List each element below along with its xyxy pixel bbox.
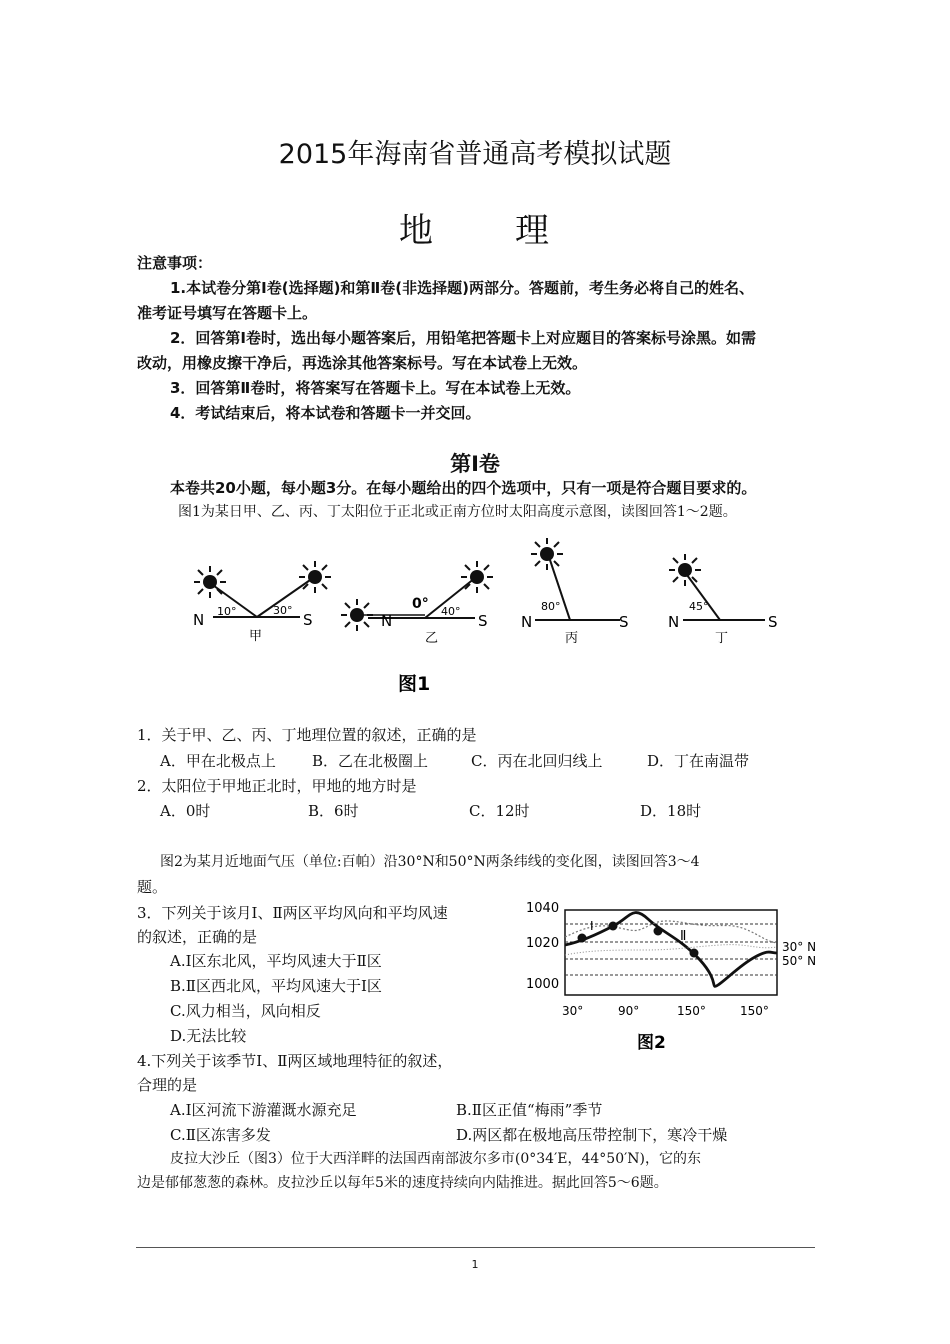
panel-label: 丙 — [565, 631, 579, 646]
q3-option-a: A.Ⅰ区东北风，平均风速大于Ⅱ区 — [170, 952, 382, 970]
north-label: N — [668, 613, 680, 631]
angle-label: 30° — [273, 604, 293, 617]
region-1-label: Ⅰ — [590, 919, 594, 933]
chart-frame — [565, 910, 777, 995]
sun-icon — [341, 599, 373, 631]
data-point — [578, 934, 587, 943]
south-label: S — [768, 613, 778, 631]
panel-label: 甲 — [249, 629, 263, 644]
sun-icon — [194, 566, 226, 598]
q2-option-d: D．18时 — [640, 802, 702, 820]
panel-label: 乙 — [425, 631, 439, 646]
figure2-chart — [520, 895, 830, 1060]
q3-option-b: B.Ⅱ区西北风，平均风速大于Ⅰ区 — [170, 977, 382, 995]
north-label: N — [381, 612, 393, 630]
page-title: 2015年海南省普通高考模拟试题 — [278, 139, 672, 170]
q1-option-c: C．丙在北回归线上 — [471, 752, 603, 770]
north-label: N — [521, 613, 533, 631]
q4-option-d: D.两区都在极地高压带控制下，寒冷干燥 — [456, 1126, 728, 1144]
section-title: 第Ⅰ卷 — [450, 452, 500, 476]
figure1-intro: 图1为某日甲、乙、丙、丁太阳位于正北或正南方位时太阳高度示意图，读图回答1～2题。 — [178, 504, 737, 520]
figure1-panel-yi — [341, 561, 493, 646]
question-4: 4.下列关于该季节Ⅰ、Ⅱ两区域地理特征的叙述， — [137, 1052, 453, 1070]
notice-line: 3．回答第Ⅱ卷时，将答案写在答题卡上。写在本试卷上无效。 — [170, 379, 581, 397]
question-1: 1．关于甲、乙、丙、丁地理位置的叙述，正确的是 — [137, 726, 477, 744]
south-label: S — [478, 612, 488, 630]
sun-icon — [531, 538, 563, 570]
x-tick: 150° — [677, 1004, 706, 1018]
figure1-panel-ding — [668, 554, 778, 646]
figure2-intro: 图2为某月近地面气压（单位:百帕）沿30°N和50°N两条纬线的变化图，读图回答3～4 — [160, 854, 700, 870]
data-point — [690, 949, 699, 958]
figure3-intro-cont: 边是郁郁葱葱的森林。皮拉沙丘以每年5米的速度持续向内陆推进。据此回答5～6题。 — [137, 1175, 668, 1191]
sun-icon — [299, 561, 331, 593]
figure1-panel-jia — [193, 561, 331, 644]
series-secondary-line — [565, 945, 777, 955]
page-number: 1 — [471, 1258, 479, 1271]
q3-option-c: C.风力相当，风向相反 — [170, 1002, 321, 1020]
figure2-intro-cont: 题。 — [137, 878, 168, 896]
subject-title — [0, 203, 950, 252]
notice-line: 改动，用橡皮擦干净后，再选涂其他答案标号。写在本试卷上无效。 — [137, 354, 588, 372]
q1-option-a: A．甲在北极点上 — [160, 752, 276, 770]
angle-label: 45° — [689, 600, 709, 613]
angle-label: 80° — [541, 600, 561, 613]
q2-option-c: C．12时 — [469, 802, 530, 820]
q4-option-a: A.Ⅰ区河流下游灌溉水源充足 — [170, 1101, 357, 1119]
y-tick: 1040 — [526, 901, 560, 916]
question-3: 3．下列关于该月Ⅰ、Ⅱ两区平均风向和平均风速 — [137, 904, 448, 922]
q1-option-d: D．丁在南温带 — [647, 752, 750, 770]
q4-option-b: B.Ⅱ区正值“梅雨”季节 — [456, 1101, 603, 1119]
q1-option-b: B．乙在北极圈上 — [312, 752, 429, 770]
angle-label: 0° — [412, 596, 429, 612]
subject-char-2: 理 — [515, 211, 551, 251]
y-tick: 1000 — [526, 977, 560, 992]
south-label: S — [303, 611, 313, 629]
angle-label: 40° — [441, 605, 461, 618]
figure2-caption: 图2 — [637, 1033, 666, 1053]
figure1-caption: 图1 — [398, 673, 431, 695]
notice-line: 4．考试结束后，将本试卷和答题卡一并交回。 — [170, 404, 481, 422]
q2-option-b: B．6时 — [308, 802, 359, 820]
notice-line: 2．回答第Ⅰ卷时，选出每小题答案后，用铅笔把答题卡上对应题目的答案标号涂黑。如需 — [170, 329, 757, 347]
data-point — [609, 922, 618, 931]
q3-option-d: D.无法比较 — [170, 1027, 247, 1045]
sun-icon — [461, 561, 493, 593]
figure3-intro: 皮拉大沙丘（图3）位于大西洋畔的法国西南部波尔多市(0°34′E，44°50′N)，它的东 — [170, 1151, 702, 1167]
south-label: S — [619, 613, 629, 631]
north-label: N — [193, 611, 205, 629]
angle-label: 10° — [217, 605, 237, 618]
x-tick: 30° — [562, 1004, 584, 1018]
legend-30n: 30° N — [782, 940, 817, 954]
sun-icon — [669, 554, 701, 586]
question-3-cont: 的叙述，正确的是 — [137, 928, 258, 946]
question-2: 2．太阳位于甲地正北时，甲地的地方时是 — [137, 777, 417, 795]
figure1-panel-bing — [521, 538, 629, 646]
notice-line: 1.本试卷分第Ⅰ卷(选择题)和第Ⅱ卷(非选择题)两部分。答题前，考生务必将自己的姓名、 — [170, 279, 755, 297]
legend-50n: 50° N — [782, 954, 817, 968]
figure1 — [185, 530, 795, 700]
region-2-label: Ⅱ — [680, 929, 687, 944]
footer-divider — [136, 1247, 815, 1248]
q4-option-c: C.Ⅱ区冻害多发 — [170, 1126, 271, 1144]
panel-label: 丁 — [715, 631, 729, 646]
subject-char-1: 地 — [399, 211, 435, 251]
x-tick: 150° — [740, 1004, 769, 1018]
notice-heading: 注意事项： — [137, 254, 213, 272]
x-tick: 90° — [618, 1004, 640, 1018]
question-4-cont: 合理的是 — [137, 1076, 198, 1094]
data-point — [654, 927, 663, 936]
section-description: 本卷共20小题，每小题3分。在每小题给出的四个选项中，只有一项是符合题目要求的。 — [170, 479, 757, 497]
q2-option-a: A．0时 — [160, 802, 211, 820]
y-tick: 1020 — [526, 936, 560, 951]
notice-line: 准考证号填写在答题卡上。 — [137, 304, 318, 322]
